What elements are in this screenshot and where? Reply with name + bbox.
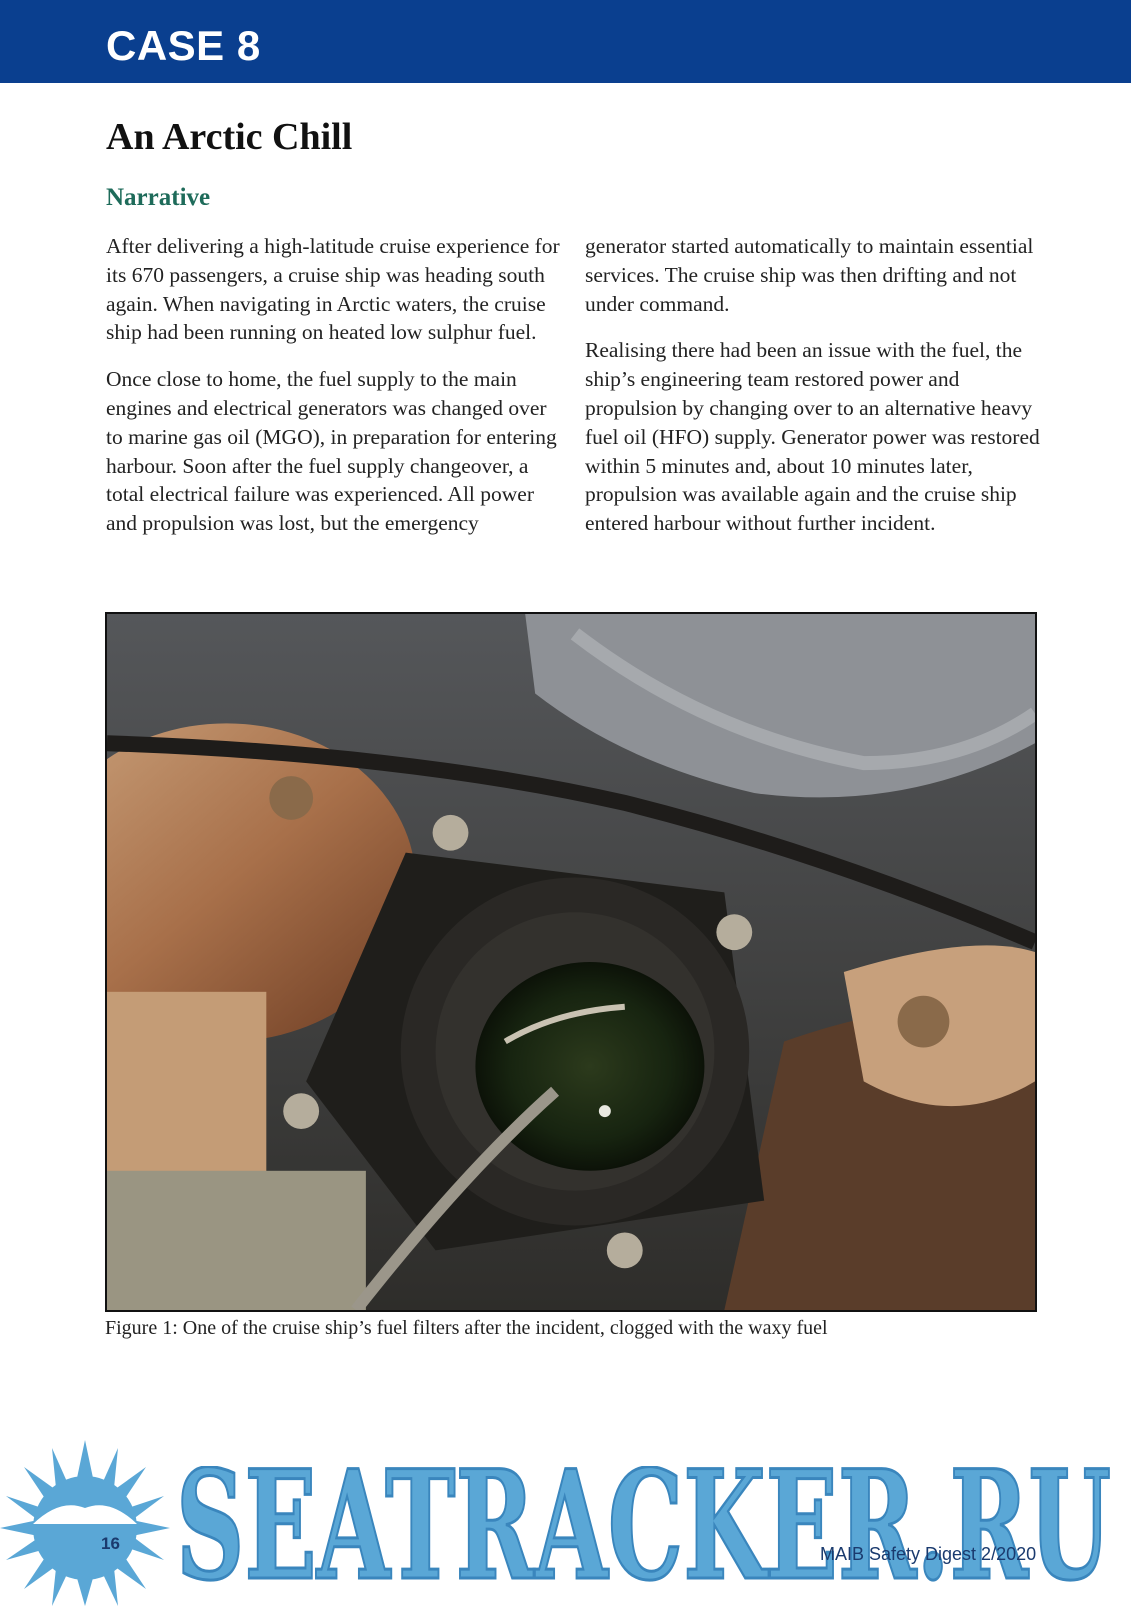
watermark-text: SEATRACKER.RU	[176, 1466, 1111, 1586]
paragraph: Realising there had been an issue with the fuel, the ship’s engineering team restored power and propulsion by changing over to an alternative heavy fuel oil (HFO) supply. Generator power was restored within 5 minutes and, about 10 minutes later, propulsion was available again and the cruise ship entered harbour without further incident.	[585, 338, 1040, 536]
left-column	[106, 232, 568, 556]
sun-logo-icon	[0, 1438, 170, 1606]
case-label: CASE 8	[106, 22, 261, 69]
photo-illustration	[107, 614, 1035, 1310]
right-column	[585, 232, 1050, 556]
paragraph: generator started automatically to maintain essential services. The cruise ship was then drifting and not under command.	[585, 234, 1034, 316]
page-number: 16	[101, 1534, 120, 1553]
paragraph: After delivering a high-latitude cruise experience for its 670 passengers, a cruise ship was heading south again. When navigating in Arctic waters, the cruise ship had been running on heated low sulphur fuel.	[106, 234, 560, 345]
article-title: An Arctic Chill	[106, 116, 353, 158]
fuel-filter-photo	[105, 612, 1037, 1312]
seatracker-watermark	[176, 1466, 1116, 1586]
section-heading: Narrative	[106, 184, 211, 211]
publication-footer: MAIB Safety Digest 2/2020	[820, 1544, 1037, 1564]
header-banner	[0, 0, 1131, 83]
paragraph: Once close to home, the fuel supply to the main engines and electrical generators was changed over to marine gas oil (MGO), in preparation for entering harbour. Soon after the fuel supply changeover, a total electrical failure was experienced. All power and propulsion was lost, but the emergency	[106, 367, 557, 536]
figure-caption: Figure 1: One of the cruise ship’s fuel filters after the incident, clogged with the waxy fuel	[105, 1317, 828, 1339]
